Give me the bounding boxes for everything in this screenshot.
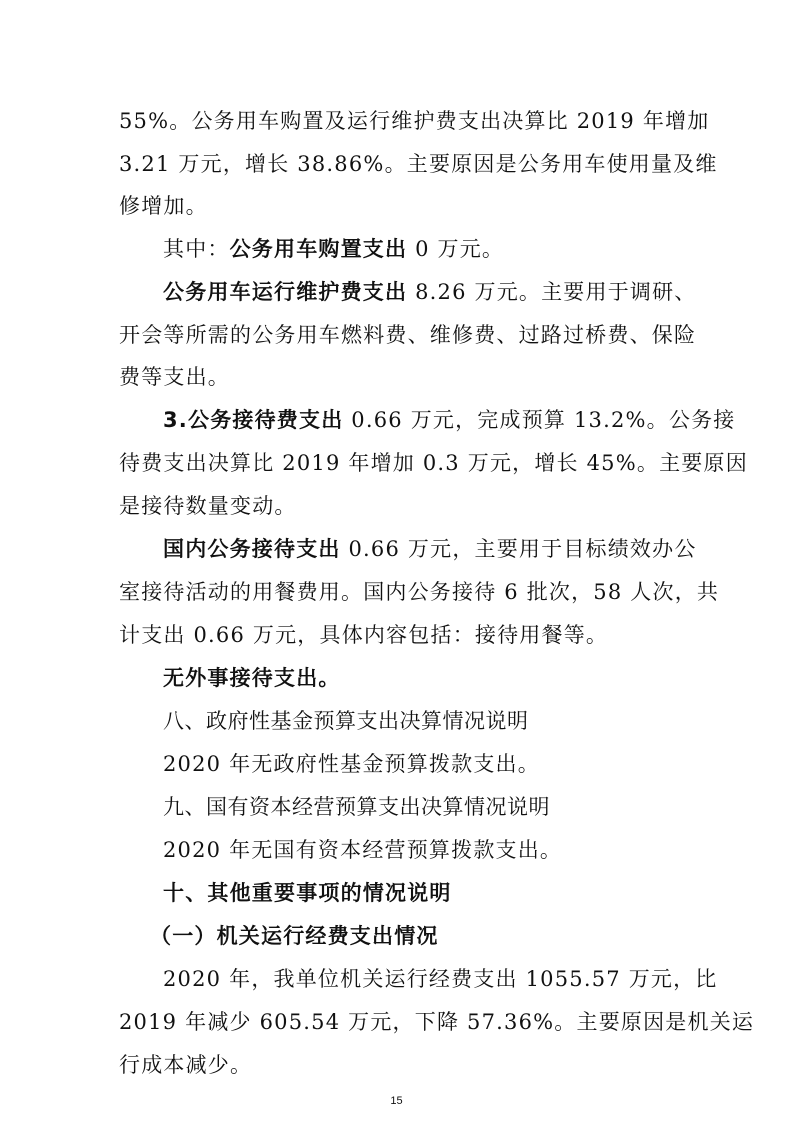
- paragraph-line: 行成本减少。: [119, 1053, 253, 1077]
- paragraph-line: 2020 年，我单位机关运行经费支出 1055.57 万元，比: [163, 967, 718, 991]
- paragraph-line: 2019 年减少 605.54 万元，下降 57.36%。主要原因是机关运: [119, 1010, 755, 1034]
- page-number: 15: [390, 1095, 403, 1107]
- paragraph-line: 待费支出决算比 2019 年增加 0.3 万元，增长 45%。主要原因: [119, 451, 748, 475]
- bold-term: 公务用车运行维护费支出: [163, 280, 408, 304]
- paragraph-line: [163, 277, 697, 307]
- paragraph-line: 修增加。: [119, 194, 208, 218]
- paragraph-line: [163, 405, 736, 435]
- section-heading: 八、政府性基金预算支出决算情况说明: [163, 709, 529, 733]
- paragraph-line: 计支出 0.66 万元，具体内容包括：接待用餐等。: [119, 623, 609, 647]
- bold-term: 公务用车购置支出: [229, 237, 408, 261]
- body-text: 0.66 万元，完成预算 13.2%。公务接: [343, 408, 736, 432]
- paragraph-line: 2020 年无政府性基金预算拨款支出。: [163, 752, 540, 776]
- lead-text: 其中：: [163, 237, 230, 261]
- paragraph-line: 费等支出。: [119, 365, 230, 389]
- bold-term: 国内公务接待支出: [163, 537, 341, 561]
- paragraph-line: 55%。公务用车购置及运行维护费支出决算比 2019 年增加: [119, 109, 710, 133]
- body-text: 8.26 万元。主要用于调研、: [407, 280, 697, 304]
- section-heading: 九、国有资本经营预算支出决算情况说明: [163, 795, 550, 819]
- paragraph-line: 是接待数量变动。: [119, 494, 297, 518]
- bold-paragraph: 无外事接待支出。: [163, 666, 341, 690]
- paragraph-line: [163, 234, 683, 264]
- paragraph-line: 室接待活动的用餐费用。国内公务接待 6 批次，58 人次，共: [119, 580, 720, 604]
- paragraph-line: 2020 年无国有资本经营预算拨款支出。: [163, 838, 563, 862]
- bold-term: 3.公务接待费支出: [163, 408, 344, 432]
- paragraph-line: 开会等所需的公务用车燃料费、维修费、过路过桥费、保险: [119, 323, 697, 347]
- section-heading: 十、其他重要事项的情况说明: [163, 881, 452, 905]
- subsection-heading: （一）机关运行经费支出情况: [150, 924, 439, 948]
- body-text: 0 万元。: [407, 237, 505, 261]
- paragraph-line: 3.21 万元，增长 38.86%。主要原因是公务用车使用量及维: [119, 152, 718, 176]
- body-text: 0.66 万元，主要用于目标绩效办公: [340, 537, 697, 561]
- paragraph-line: [163, 534, 697, 564]
